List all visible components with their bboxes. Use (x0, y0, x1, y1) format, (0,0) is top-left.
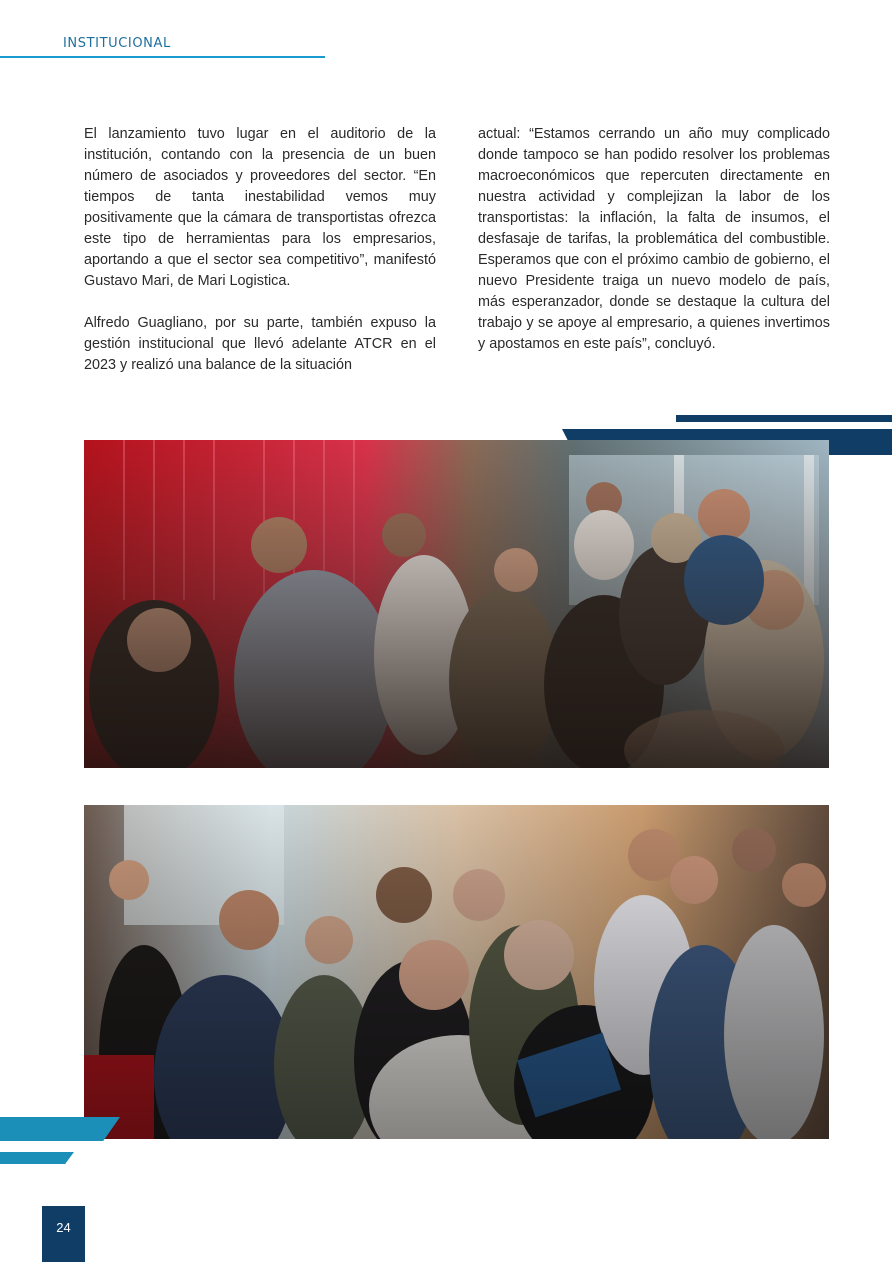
article-column-right (478, 124, 830, 376)
paragraph: El lanzamiento tuvo lugar en el auditorio de la institución, contando con la presencia de un buen número de asociados y proveedores del sector. “En tiempos de tanta inestabilidad vemos muy positivamente que la cámara de transportistas ofrezca este tipo de herramientas para los empresarios, aportando a que el sector sea competitivo”, manifestó Gustavo Mari, de Mari Logistica. (84, 126, 436, 289)
header-rule (0, 56, 325, 58)
event-photo (84, 805, 829, 1139)
section-title: INSTITUCIONAL (63, 36, 171, 51)
decorative-band (0, 1152, 74, 1164)
paragraph: actual: “Estamos cerrando un año muy complicado donde tampoco se han podido resolver los problemas macroeconómicos que repercuten directamente en nuestra actividad y complejizan la labor de los transportistas: la inflación, la falta de insumos, el desfasaje de tarifas, la problemática del combustible. Esperamos que con el próximo cambio de gobierno, el nuevo Presidente traiga un nuevo modelo de país, más esperanzador, donde se destaque la cultura del trabajo y se apoye al empresario, a quienes invertimos y apostamos en este país”, concluyó. (478, 126, 830, 352)
article-column-left (84, 124, 436, 397)
page-number-text: 24 (56, 1220, 71, 1235)
paragraph: Alfredo Guagliano, por su parte, también expuso la gestión institucional que llevó adelante ATCR en el 2023 y realizó una balance de la situación (84, 315, 436, 373)
event-photo (84, 440, 829, 768)
decorative-band (676, 415, 892, 422)
decorative-band (0, 1117, 120, 1141)
page-number (42, 1206, 85, 1262)
